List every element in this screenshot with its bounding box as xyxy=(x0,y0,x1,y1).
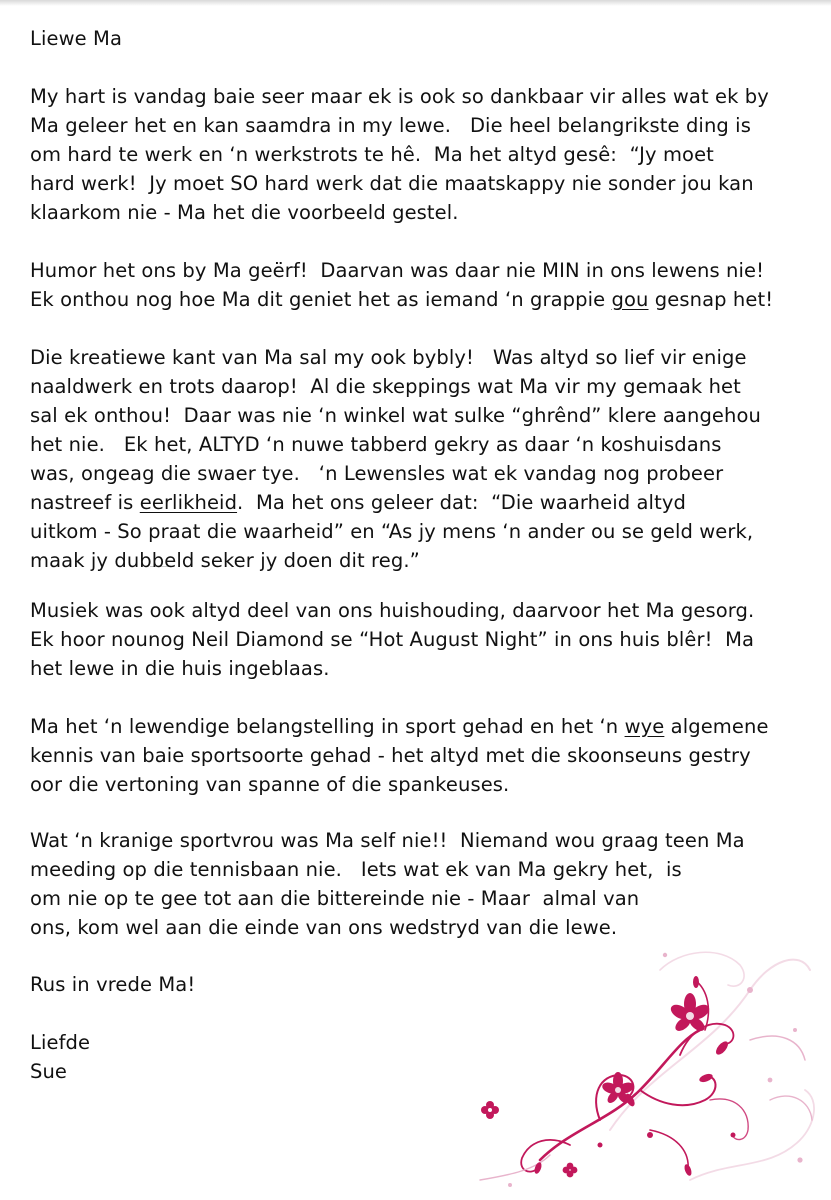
scan-edge-shadow xyxy=(0,0,831,6)
signature: Sue xyxy=(30,1060,68,1083)
paragraph-1-line-1: My hart is vandag baie seer maar ek is ook so dankbaar vir alles wat ek by xyxy=(30,85,769,108)
underlined-word: wye xyxy=(624,715,665,738)
paragraph-3-line-5: was, ongeag die swaer tye. ‘n Lewensles wat ek vandag nog probeer xyxy=(30,462,724,485)
paragraph-3-line-3: sal ek onthou! Daar was nie ‘n winkel wat sulke “ghrênd” klere aangehou xyxy=(30,404,761,427)
paragraph-1-line-5: klaarkom nie - Ma het die voorbeeld gestel. xyxy=(30,201,459,224)
underlined-word: gou xyxy=(611,288,649,311)
salutation: Liewe Ma xyxy=(30,27,122,50)
paragraph-3-line-1: Die kreatiewe kant van Ma sal my ook bybly! Was altyd so lief vir enige xyxy=(30,346,747,369)
paragraph-3-line-8: maak jy dubbeld seker jy doen dit reg.” xyxy=(30,549,420,572)
paragraph-6-line-3: om nie op te gee tot aan die bittereinde nie - Maar almal van xyxy=(30,887,640,910)
paragraph-4-line-2: Ek hoor nounog Neil Diamond se “Hot August Night” in ons huis blêr! Ma xyxy=(30,628,755,651)
paragraph-4-line-3: het lewe in die huis ingeblaas. xyxy=(30,657,330,680)
paragraph-1-line-4: hard werk! Jy moet SO hard werk dat die maatskappy nie sonder jou kan xyxy=(30,172,754,195)
paragraph-1-line-3: om hard te werk en ‘n werkstrots te hê. Ma het altyd gesê: “Jy moet xyxy=(30,143,714,166)
paragraph-3-line-4: het nie. Ek het, ALTYD ‘n nuwe tabberd gekry as daar ‘n koshuisdans xyxy=(30,433,722,456)
text-segment: Ek onthou nog hoe Ma dit geniet het as iemand ‘n grappie xyxy=(30,288,612,311)
underlined-word: eerlikheid xyxy=(139,491,238,514)
paragraph-6-line-1: Wat ‘n kranige sportvrou was Ma self nie!! Niemand wou graag teen Ma xyxy=(30,829,745,852)
text-segment: . Ma het ons geleer dat: “Die waarheid altyd xyxy=(237,491,686,514)
paragraph-3-line-7: uitkom - So praat die waarheid” en “As jy mens ‘n ander ou se geld werk, xyxy=(30,520,754,543)
paragraph-5-line-1 xyxy=(30,712,769,741)
text-segment: Ma het ‘n lewendige belangstelling in sport gehad en het ‘n xyxy=(30,715,625,738)
paragraph-6-line-4: ons, kom wel aan die einde van ons wedstryd van die lewe. xyxy=(30,916,618,939)
paragraph-5-line-2: kennis van baie sportsoorte gehad - het altyd met die skoonseuns gestry xyxy=(30,744,751,767)
signoff: Liefde xyxy=(30,1031,91,1054)
paragraph-3-line-6 xyxy=(30,488,686,517)
paragraph-2-line-1: Humor het ons by Ma geërf! Daarvan was daar nie MIN in ons lewens nie! xyxy=(30,259,765,282)
text-segment: gesnap het! xyxy=(648,288,774,311)
paragraph-3-line-2: naaldwerk en trots daarop! Al die skeppings wat Ma vir my gemaak het xyxy=(30,375,741,398)
text-segment: nastreef is xyxy=(30,491,140,514)
closing-wish: Rus in vrede Ma! xyxy=(30,973,196,996)
text-segment: algemene xyxy=(664,715,769,738)
paragraph-1-line-2: Ma geleer het en kan saamdra in my lewe. Die heel belangrikste ding is xyxy=(30,114,751,137)
paragraph-4-line-1: Musiek was ook altyd deel van ons huishouding, daarvoor het Ma gesorg. xyxy=(30,599,755,622)
paragraph-5-line-3: oor die vertoning van spanne of die spankeuses. xyxy=(30,773,510,796)
paragraph-2-line-2 xyxy=(30,285,773,314)
floral-swirl-icon xyxy=(450,930,831,1200)
paragraph-6-line-2: meeding op die tennisbaan nie. Iets wat ek van Ma gekry het, is xyxy=(30,858,682,881)
